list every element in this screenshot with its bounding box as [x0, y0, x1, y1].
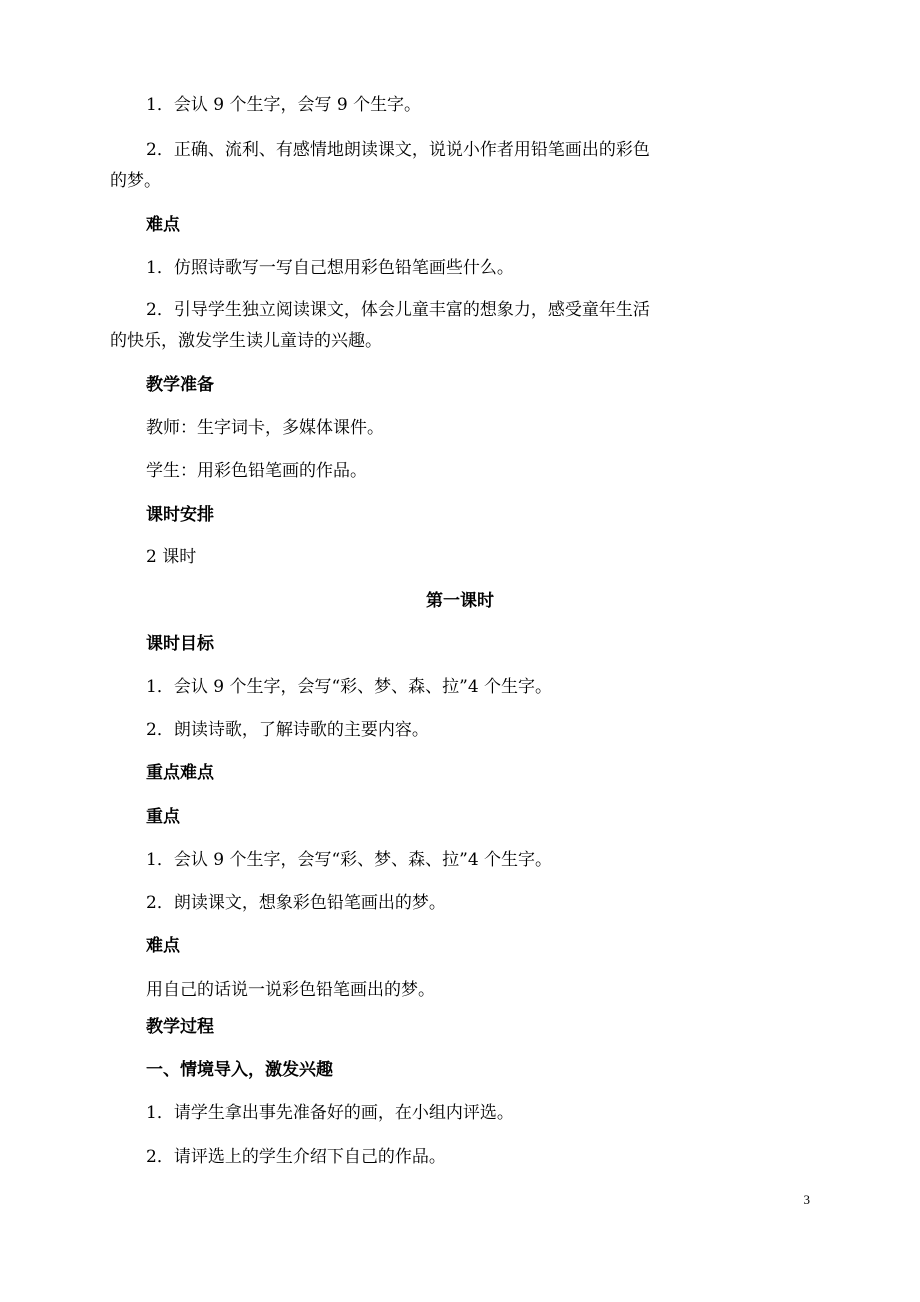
paragraph-continuation: 的快乐，激发学生读儿童诗的兴趣。 — [110, 331, 382, 351]
section-heading: 重点 — [146, 807, 180, 827]
section-heading: 重点难点 — [146, 763, 214, 783]
paragraph: 用自己的话说一说彩色铅笔画出的梦。 — [146, 980, 435, 1000]
lesson-title: 第一课时 — [426, 591, 494, 611]
paragraph: 2．正确、流利、有感情地朗读课文，说说小作者用铅笔画出的彩色 — [146, 140, 650, 160]
paragraph: 2．请评选上的学生介绍下自己的作品。 — [146, 1147, 446, 1167]
section-heading: 课时安排 — [146, 505, 214, 525]
paragraph: 学生：用彩色铅笔画的作品。 — [146, 461, 367, 481]
section-heading: 教学过程 — [146, 1017, 214, 1037]
section-heading: 难点 — [146, 215, 180, 235]
paragraph: 1．会认 9 个生字，会写 9 个生字。 — [146, 95, 422, 115]
paragraph: 2．朗读课文，想象彩色铅笔画出的梦。 — [146, 893, 446, 913]
section-heading: 一、情境导入，激发兴趣 — [146, 1060, 333, 1080]
page-number: 3 — [803, 1192, 810, 1207]
section-heading: 难点 — [146, 936, 180, 956]
paragraph: 1．会认 9 个生字，会写“彩、梦、森、拉”4 个生字。 — [146, 850, 553, 870]
paragraph: 1．请学生拿出事先准备好的画，在小组内评选。 — [146, 1103, 514, 1123]
paragraph: 2．朗读诗歌，了解诗歌的主要内容。 — [146, 720, 429, 740]
paragraph-continuation: 的梦。 — [110, 171, 161, 191]
paragraph: 1．会认 9 个生字，会写“彩、梦、森、拉”4 个生字。 — [146, 677, 553, 697]
paragraph: 教师：生字词卡，多媒体课件。 — [146, 418, 384, 438]
paragraph: 2．引导学生独立阅读课文，体会儿童丰富的想象力，感受童年生活 — [146, 300, 650, 320]
section-heading: 教学准备 — [146, 375, 214, 395]
paragraph: 1．仿照诗歌写一写自己想用彩色铅笔画些什么。 — [146, 258, 514, 278]
section-heading: 课时目标 — [146, 634, 214, 654]
paragraph: 2 课时 — [146, 547, 197, 567]
